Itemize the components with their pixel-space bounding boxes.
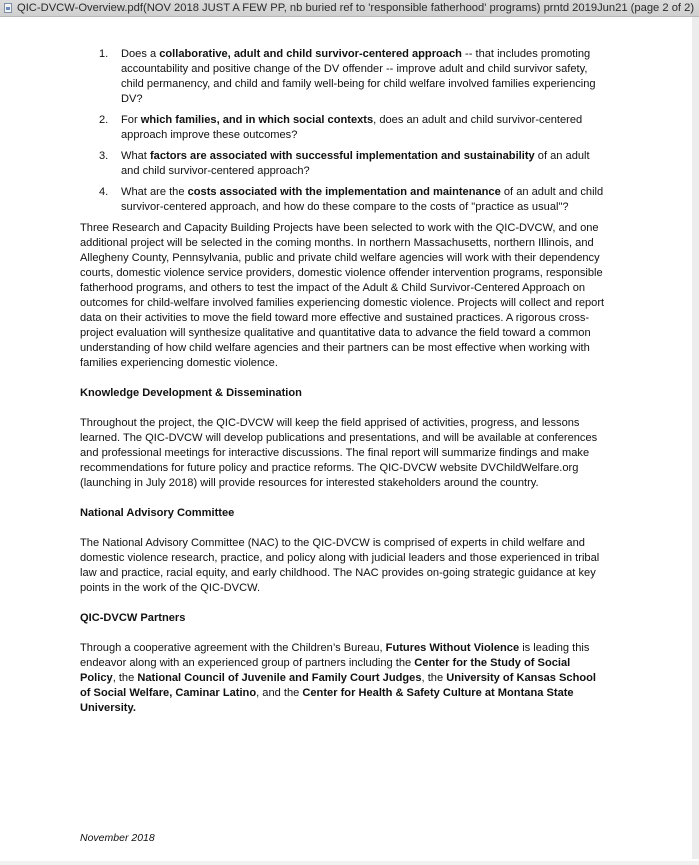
pdf-document-icon — [4, 3, 12, 13]
partners-text: , and the — [256, 687, 303, 699]
question-emphasis: factors are associated with successful implementation and sustainability — [149, 150, 535, 162]
partner-name: National Council of Juvenile and Family Court Judges — [137, 672, 422, 684]
partners-text: is leading this endeavor along with an experienced group of partners including the — [80, 642, 590, 669]
question-text: What are the — [121, 186, 188, 198]
question-item — [80, 47, 608, 107]
question-emphasis: costs associated with the implementation and maintenance — [187, 186, 501, 198]
question-text: of an adult and child survivor-centered approach? — [121, 150, 590, 177]
research-questions-list — [80, 47, 608, 215]
question-text: of an adult and child survivor-centered approach, and how do these compare to the costs of "practice as usual"? — [121, 186, 604, 213]
pdf-page — [0, 17, 692, 861]
partner-name: Futures Without Violence — [385, 642, 520, 654]
question-number: 3. — [99, 150, 109, 162]
partner-name: Center for Health & Safety Culture at Montana State University. — [80, 687, 574, 714]
partners-text: , the — [112, 672, 138, 684]
question-text: , does an adult and child survivor-centered approach improve these outcomes? — [121, 114, 583, 141]
question-emphasis: which families, and in which social contexts — [140, 114, 374, 126]
window-titlebar[interactable] — [0, 0, 699, 17]
page-footer-date: November 2018 — [80, 832, 155, 844]
question-text: What — [121, 150, 150, 162]
question-number: 4. — [99, 186, 109, 198]
window-title: QIC-DVCW-Overview.pdf(NOV 2018 JUST A FEW PP, nb buried ref to 'responsible fatherhood' programs) prntd 2019Jun21 (page 2 of 2) — [17, 2, 695, 14]
section-heading-knowledge: Knowledge Development & Dissemination — [80, 387, 302, 399]
question-emphasis: collaborative, adult and child survivor-centered approach — [159, 48, 462, 60]
question-number: 2. — [99, 114, 109, 126]
section-heading-partners: QIC-DVCW Partners — [80, 612, 186, 624]
partner-name: University of Kansas School of Social Welfare, Caminar Latino — [80, 672, 597, 699]
question-item — [80, 149, 608, 179]
vertical-scrollbar[interactable] — [692, 17, 699, 859]
question-text: For — [121, 114, 141, 126]
question-item — [80, 185, 608, 215]
projects-paragraph: Three Research and Capacity Building Projects have been selected to work with the QIC-DVCW, and one additional project will be selected in the coming months. In northern Massachusetts, northern Illinois, and Allegheny County, Pennsylvania, public and private child welfare agencies will work with their dependency courts, domestic violence service providers, domestic violence offender intervention programs, responsible fatherhood programs, and others to test the impact of the Adult & Child Survivor-Centered Approach on outcomes for child-welfare involved families experiencing domestic violence. Projects will collect and report data on their activities to move the field toward more effective and sustained practices. A rigorous cross-project evaluation will synthesize qualitative and quantitative data to advance the field toward a common understanding of how child welfare agencies and their partners can be most effective when working with families experiencing domestic violence. — [80, 222, 605, 369]
question-text: Does a — [121, 48, 160, 60]
page-content — [80, 47, 608, 716]
window-bottom-edge — [0, 861, 699, 865]
partners-paragraph — [80, 641, 608, 716]
partner-name: Center for the Study of Social Policy — [80, 657, 571, 684]
partners-text: , the — [421, 672, 447, 684]
question-item — [80, 113, 608, 143]
section-heading-advisory: National Advisory Committee — [80, 507, 235, 519]
partners-text: Through a cooperative agreement with the Children’s Bureau, — [80, 642, 386, 654]
advisory-paragraph: The National Advisory Committee (NAC) to the QIC-DVCW is comprised of experts in child welfare and domestic violence research, practice, and policy along with judicial leaders and those experienced in tribal law and practice, racial equity, and early childhood. The NAC provides on-going strategic guidance at key points in the work of the QIC-DVCW. — [80, 537, 600, 594]
question-text: -- that includes promoting accountability and positive change of the DV offender -- improve adult and child survivor safety, child permanency, and child and family well-being for child welfare involved families experiencing DV? — [121, 48, 596, 105]
question-number: 1. — [99, 48, 109, 60]
knowledge-paragraph: Throughout the project, the QIC-DVCW will keep the field apprised of activities, progress, and lessons learned. The QIC-DVCW will develop publications and presentations, and will be available at conferences and professional meetings for interactive discussions. The final report will summarize findings and make recommendations for future policy and practice reforms. The QIC-DVCW website DVChildWelfare.org (launching in July 2018) will provide resources for interested stakeholders around the country. — [80, 417, 598, 489]
